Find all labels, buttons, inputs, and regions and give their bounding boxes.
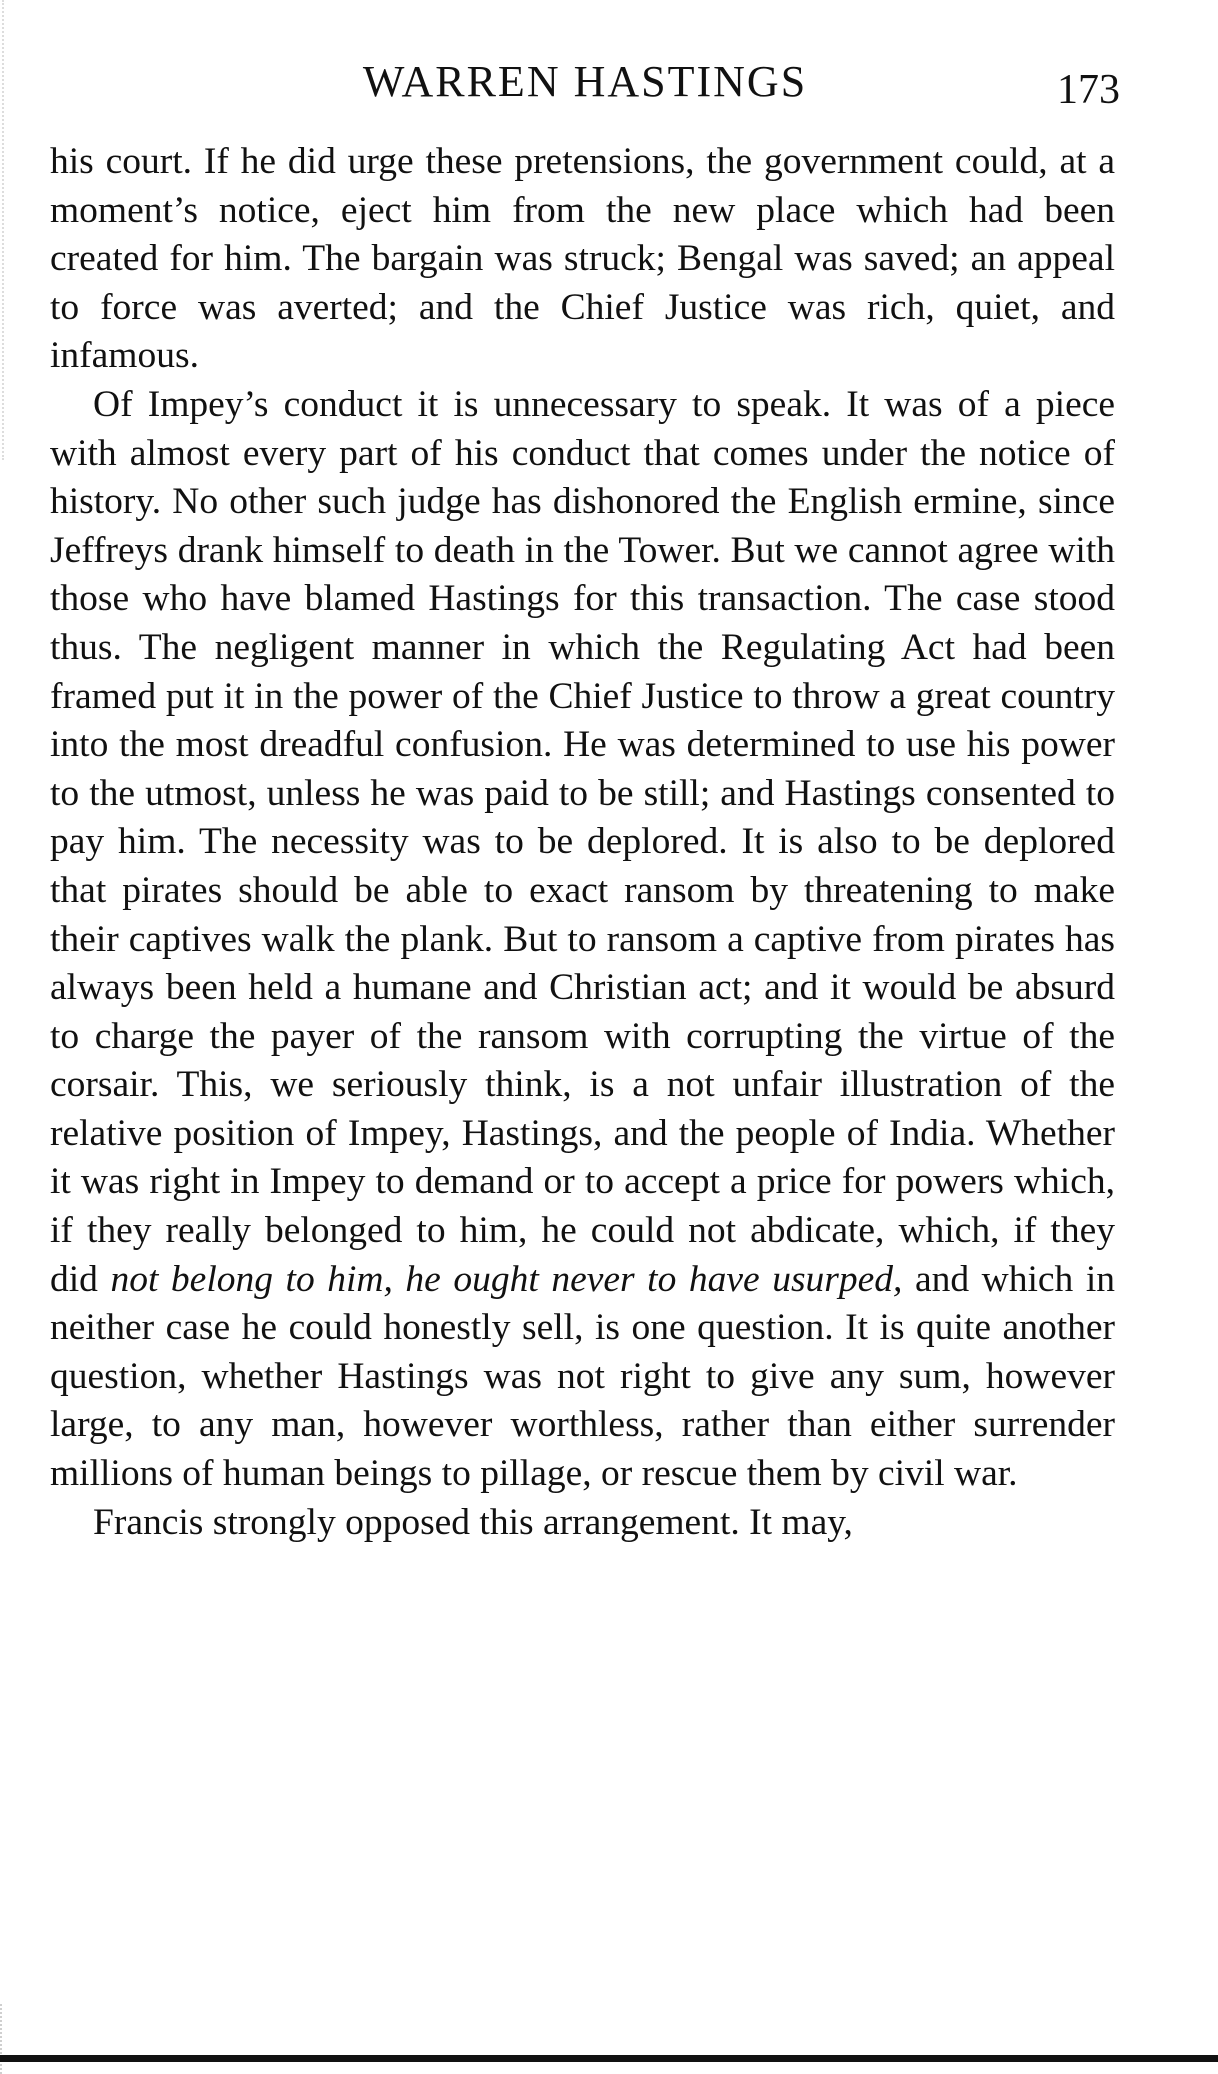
bottom-rule	[0, 2055, 1218, 2062]
page-corner-speckle	[0, 2004, 12, 2074]
italic-phrase: not belong to him, he ought never to have usurped,	[110, 1258, 903, 1300]
body-text	[50, 138, 1115, 1547]
page-header	[50, 52, 1120, 112]
paragraph-continued: his court. If he did urge these pretensions, the government could, at a moment’s notice, eject him from the new place which had been created for him. The bargain was struck; Bengal was saved; an appeal to force was averted; and the Chief Justice was rich, quiet, and infamous.	[50, 141, 1115, 377]
page-edge-speckle	[2, 0, 12, 460]
paragraph-impey-text: Of Impey’s conduct it is unnecessary to speak. It was of a piece with almost every part of his conduct that comes under the notice of history. No other such judge has dishonored the English ermine, since Jeffreys drank himself to death in the Tower. But we cannot agree with those who have blamed Hastings for this transaction. The case stood thus. The negligent manner in which the Regulating Act had been framed put it in the power of the Chief Justice to throw a great country into the most dreadful confusion. He was determined to use his power to the utmost, unless he was paid to be still; and Hastings consented to pay him. The necessity was to be deplored. It is also to be deplored that pirates should be able to exact ransom by threatening to make their captives walk the plank. But to ransom a captive from pirates has always been held a humane and Christian act; and it would be absurd to charge the payer of the ransom with corrupting the virtue of the corsair. This, we seriously think, is a not unfair illustration of the relative position of Impey, Hastings, and the people of India. Whether it was right in Impey to demand or to accept a price for powers which, if they really belonged to him, he could not abdicate, which, if they did	[50, 383, 1115, 1300]
running-head: WARREN HASTINGS	[362, 57, 808, 106]
paragraph-francis: Francis strongly opposed this arrangement. It may,	[93, 1501, 853, 1543]
paragraph-impey	[50, 381, 1115, 1499]
page-number: 173	[1057, 67, 1120, 113]
paragraph-impey-text-end: and which in neither case he could honestly sell, is one question. It is quite another question, whether Hastings was not right to give any sum, however large, to any man, however worthless, rather than either surrender millions of human beings to pillage, or rescue them by civil war.	[50, 1258, 1115, 1495]
